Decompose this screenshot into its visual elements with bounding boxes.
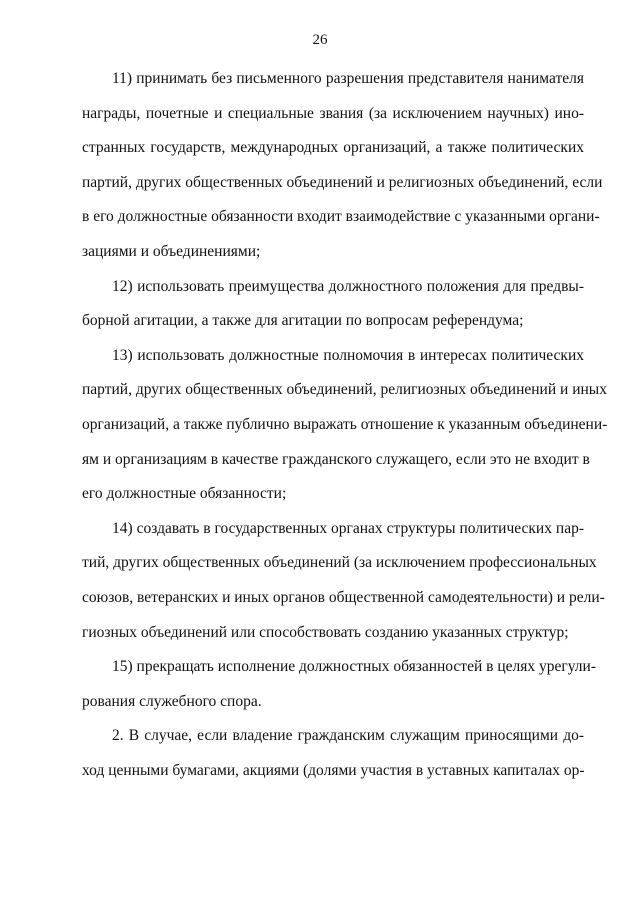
text-line: рования служебного спора. xyxy=(82,692,262,710)
text-line: странных государств, международных организаций, а также политических xyxy=(82,139,584,157)
text-line: в его должностные обязанности входит взаимодействие с указанными органи- xyxy=(82,208,600,226)
text-line: зациями и объединениями; xyxy=(82,242,261,260)
text-line: тий, других общественных объединений (за исключением профессиональных xyxy=(82,554,597,572)
paragraph-item-14 xyxy=(82,512,605,650)
text-line: партий, других общественных объединений, религиозных объединений и иных xyxy=(82,381,607,399)
text-line: 2. В случае, если владение гражданским служащим приносящими до- xyxy=(112,727,584,745)
text-line: ход ценными бумагами, акциями (долями участия в уставных капиталах ор- xyxy=(82,761,585,779)
page-number: 26 xyxy=(312,32,328,48)
paragraph-section-2 xyxy=(82,719,584,788)
text-line: 12) использовать преимущества должностного положения для предвы- xyxy=(112,277,584,295)
paragraph-item-13 xyxy=(82,339,608,512)
paragraph-item-11 xyxy=(82,62,603,270)
paragraph-item-12 xyxy=(82,270,584,339)
text-line: борной агитации, а также для агитации по вопросам референдума; xyxy=(82,312,524,330)
text-line: организаций, а также публично выражать отношение к указанным объединени- xyxy=(82,415,608,433)
text-line: партий, других общественных объединений и религиозных объединений, если xyxy=(82,173,603,191)
text-line: 13) использовать должностные полномочия в интересах политических xyxy=(112,346,584,364)
text-line: союзов, ветеранских и иных органов общественной самодеятельности) и рели- xyxy=(82,588,605,606)
paragraph-item-15 xyxy=(82,650,596,719)
text-line: ям и организациям в качестве гражданского служащего, если это не входит в xyxy=(82,450,590,468)
text-line: 11) принимать без письменного разрешения представителя нанимателя xyxy=(112,70,584,87)
text-line: 14) создавать в государственных органах структуры политических пар- xyxy=(112,519,584,537)
text-line: 15) прекращать исполнение должностных обязанностей в целях урегули- xyxy=(112,658,596,676)
text-line: награды, почетные и специальные звания (за исключением научных) ино- xyxy=(82,104,584,122)
text-line: гиозных объединений или способствовать созданию указанных структур; xyxy=(82,623,569,641)
text-line: его должностные обязанности; xyxy=(82,485,287,503)
body-text xyxy=(82,62,608,788)
